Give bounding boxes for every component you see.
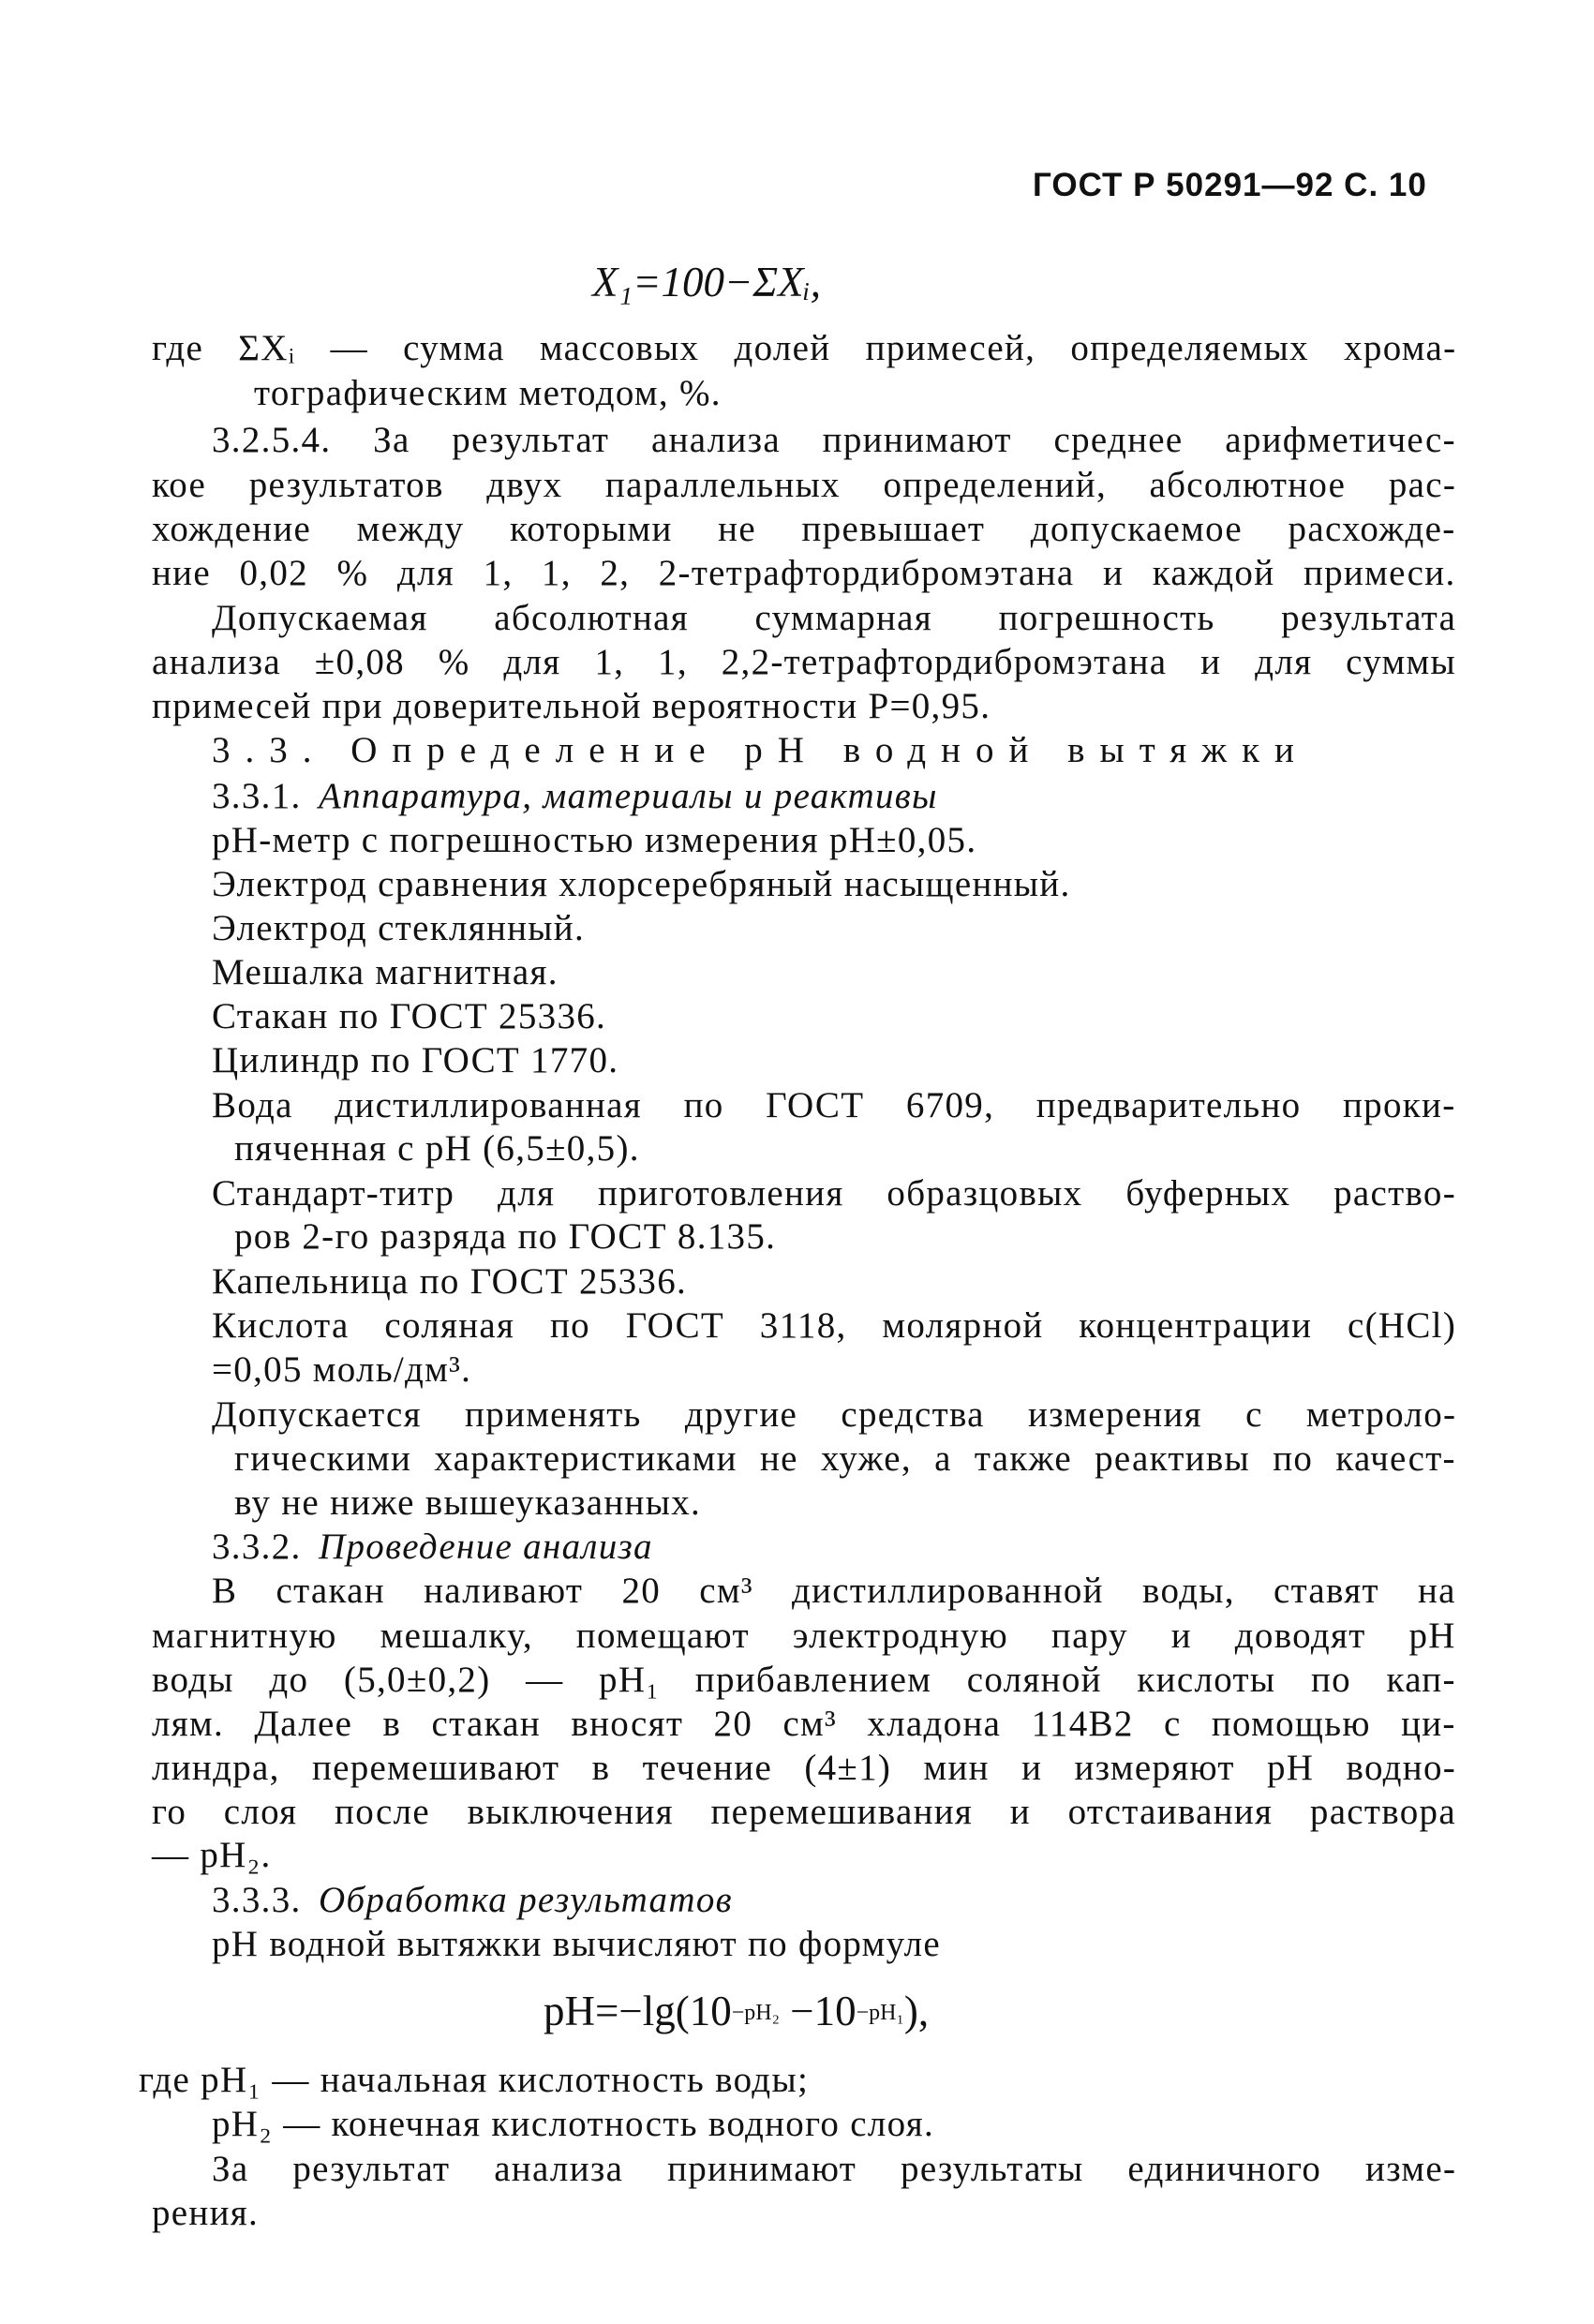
formula-ph-lhs: pH=−lg(10 [544,1988,732,2034]
text-line: pH водной вытяжки вычисляют по формуле [212,1924,942,1964]
list-item: pH-метр с погрешностью измерения pH±0,05. [212,820,977,860]
subsection-number: 3.3.3. [212,1880,302,1920]
text-line: ву не ниже вышеуказанных. [234,1482,702,1523]
section-heading: 3.3. Определение pH водной вытяжки [212,730,1309,770]
list-item: ров 2-го разряда по ГОСТ 8.135. [234,1216,777,1257]
formula-ph [544,1987,929,2035]
subsection-number: 3.3.1. [212,776,302,816]
text-line: где ΣXᵢ — сумма массовых долей примесей, определяемых хрома- [152,328,1457,368]
text-line: линдра, перемешивают в течение (4±1) мин и измеряют pH водно- [152,1748,1457,1788]
formula-ph-end: ), [903,1988,930,2034]
list-item: пяченная с pH (6,5±0,5). [234,1128,640,1169]
text-line: — pH₂. [152,1835,272,1875]
page-header: ГОСТ Р 50291—92 С. 10 [1033,167,1427,203]
list-item: Вода дистиллированная по ГОСТ 6709, предварительно проки- [212,1085,1456,1125]
formula-ph-mid: −10 [779,1988,857,2034]
text-line: где pH₁ — начальная кислотность воды; [139,2060,810,2100]
subsection-title: Проведение анализа [319,1527,653,1567]
formula-ph-exp1: −pH₂ [731,2001,780,2025]
text-line: рения. [152,2193,260,2233]
list-item: Стандарт-титр для приготовления образцовых буферных раство- [212,1173,1457,1214]
text-line: гическими характеристиками не хуже, а также реактивы по качест- [234,1438,1456,1479]
text-line: магнитную мешалку, помещают электродную пару и доводят pH [152,1616,1456,1656]
text-line: ние 0,02 % для 1, 1, 2, 2-тетрафтордибромэтана и каждой примеси. [152,553,1456,593]
text-line: го слоя после выключения перемешивания и отстаивания раствора [152,1792,1456,1832]
formula-ph-exp2: −pH₁ [856,2001,904,2025]
subsection-number: 3.3.2. [212,1527,302,1567]
text-line: воды до (5,0±0,2) — pH₁ прибавлением соляной кислоты по кап- [152,1660,1456,1700]
list-item: Стакан по ГОСТ 25336. [212,996,607,1036]
text-line: 3.2.5.4. За результат анализа принимают среднее арифметичес- [212,420,1456,460]
text-line: pH₂ — конечная кислотность водного слоя. [212,2104,935,2144]
text-line: тографическим методом, %. [254,373,722,413]
text-line: анализа ±0,08 % для 1, 1, 2,2-тетрафтордибромэтана и для суммы [152,642,1456,682]
list-item: Кислота соляная по ГОСТ 3118, молярной концентрации c(HCl) [212,1305,1457,1346]
text-line: Допускается применять другие средства измерения с метроло- [212,1394,1457,1435]
list-item: Капельница по ГОСТ 25336. [212,1261,688,1302]
text-line: хождение между которыми не превышает допускаемое расхожде- [152,509,1456,549]
subsection-title: Обработка результатов [319,1880,733,1920]
list-item: =0,05 моль/дм³. [212,1349,472,1390]
list-item: Цилиндр по ГОСТ 1770. [212,1040,619,1080]
text-line: В стакан наливают 20 см³ дистиллированной воды, ставят на [212,1571,1456,1611]
list-item: Мешалка магнитная. [212,952,559,992]
list-item: Электрод стеклянный. [212,908,586,948]
text-line: примесей при доверительной вероятности P=0,95. [152,686,991,726]
text-line: кое результатов двух параллельных определений, абсолютное рас- [152,465,1457,505]
text-line: За результат анализа принимают результаты единичного изме- [212,2149,1457,2189]
text-line: Допускаемая абсолютная суммарная погрешность результата [212,598,1457,638]
list-item: Электрод сравнения хлорсеребряный насыщенный. [212,864,1071,904]
text-line: лям. Далее в стакан вносят 20 см³ хладона 114В2 с помощью ци- [152,1704,1456,1744]
formula-x1: X₁=100−ΣXᵢ, [592,259,821,305]
subsection-title: Аппаратура, материалы и реактивы [319,776,938,816]
